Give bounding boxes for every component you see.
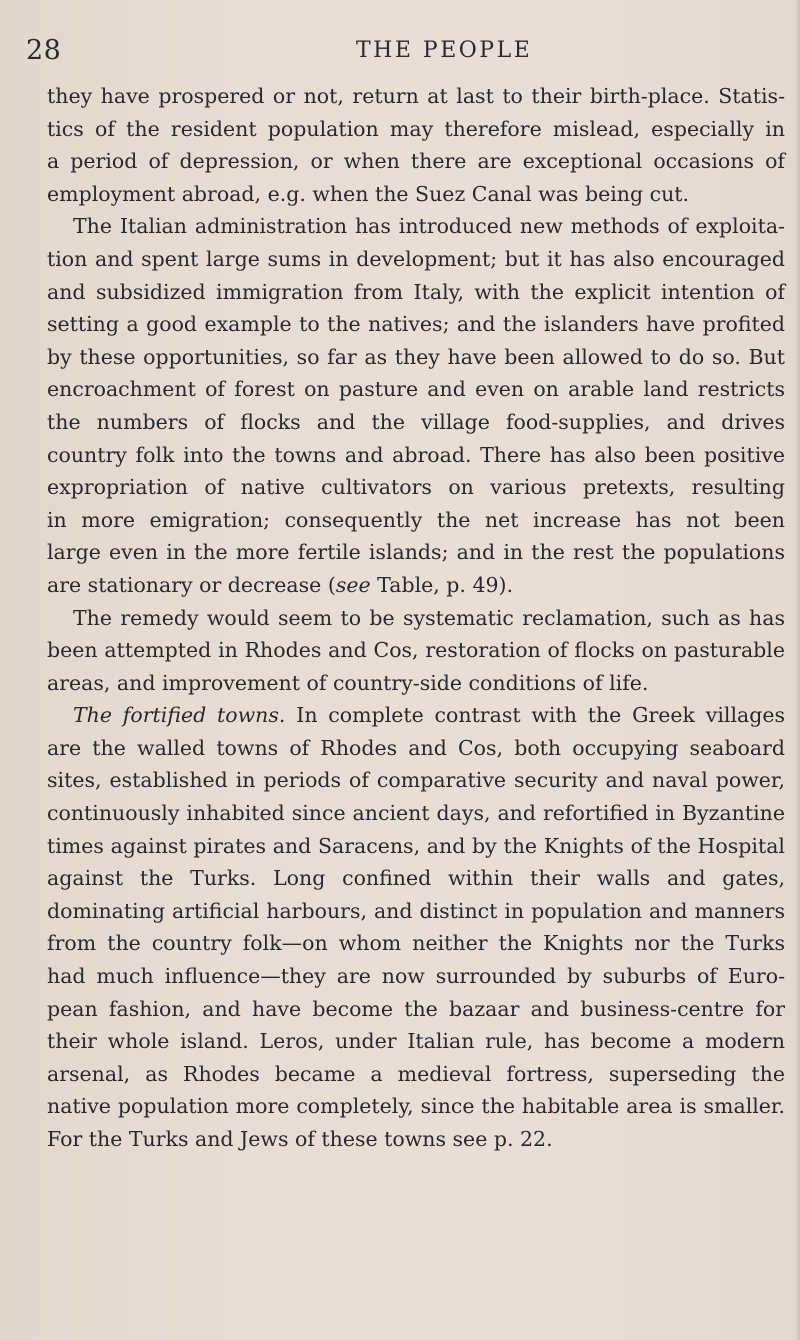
text-line: are the walled towns of Rhodes and Cos, both occupying seaboard — [47, 735, 785, 760]
text-line-with-heading — [47, 699, 785, 732]
text-line: dominating artificial harbours, and distinct in population and manners — [47, 898, 785, 923]
text-line: The remedy would seem to be systematic reclamation, such as has — [73, 605, 785, 630]
body-text — [47, 80, 785, 1156]
paragraph-3 — [47, 602, 785, 700]
text-line: areas, and improvement of country-side conditions of life. — [47, 670, 649, 695]
text-line: For the Turks and Jews of these towns see p. 22. — [47, 1127, 553, 1151]
text-line: continuously inhabited since ancient days, and refortified in Byzantine — [47, 801, 785, 826]
text-line: against the Turks. Long confined within their walls and gates, — [47, 866, 785, 891]
text-line: a period of depression, or when there are exceptional occasions of — [47, 149, 785, 174]
table-reference: Table, p. 49). — [370, 572, 514, 597]
text-line: setting a good example to the natives; and the islanders have profited — [47, 312, 785, 337]
text-line: their whole island. Leros, under Italian rule, has become a modern — [47, 1029, 785, 1054]
text-line: arsenal, as Rhodes became a medieval fortress, superseding the — [47, 1061, 785, 1086]
paragraph-1 — [47, 80, 785, 210]
text-line: country folk into the towns and abroad. There has also been positive — [47, 442, 785, 467]
text-line: sites, established in periods of comparative security and naval power, — [47, 768, 785, 793]
text-line: from the country folk—on whom neither the Knights nor the Turks — [47, 931, 785, 956]
text-line: the numbers of flocks and the village food-supplies, and drives — [47, 409, 785, 434]
text-line: The Italian administration has introduced new methods of exploita- — [73, 214, 785, 239]
text-line: had much influence—they are now surrounded by suburbs of Euro- — [47, 964, 785, 989]
paragraph-2 — [47, 210, 785, 601]
text-line: by these opportunities, so far as they have been allowed to do so. But — [47, 344, 785, 369]
text-line: times against pirates and Saracens, and by the Knights of the Hospital — [47, 833, 785, 858]
text-line: in more emigration; consequently the net increase has not been — [47, 507, 785, 532]
text-line-with-italic — [47, 569, 785, 602]
paragraph-4 — [47, 699, 785, 1155]
text-line: pean fashion, and have become the bazaar and business-centre for — [47, 996, 785, 1021]
text-line: native population more completely, since the habitable area is smaller. — [47, 1094, 785, 1119]
text-line: tion and spent large sums in development; but it has also encouraged — [47, 246, 785, 271]
text-line: been attempted in Rhodes and Cos, restoration of flocks on pasturable — [47, 638, 785, 663]
text-line: employment abroad, e.g. when the Suez Canal was being cut. — [47, 181, 690, 206]
text-line: they have prospered or not, return at last to their birth-place. Statis- — [47, 84, 785, 108]
text-line: encroachment of forest on pasture and even on arable land restricts — [47, 377, 785, 402]
running-head: THE PEOPLE — [356, 38, 533, 63]
text-line: expropriation of native cultivators on various pretexts, resulting — [47, 475, 785, 500]
page-number: 28 — [26, 35, 62, 66]
text-line: tics of the resident population may therefore mislead, especially in — [47, 116, 785, 141]
page-header — [26, 34, 796, 68]
text-line: large even in the more fertile islands; and in the rest the populations — [47, 540, 785, 565]
text-line: and subsidized immigration from Italy, with the explicit intention of — [47, 279, 785, 304]
text-segment: are stationary or decrease ( — [47, 572, 336, 597]
italic-see: see — [335, 572, 371, 597]
text-segment: In complete contrast with the Greek villages — [285, 703, 785, 728]
section-heading: The fortified towns. — [73, 703, 286, 728]
